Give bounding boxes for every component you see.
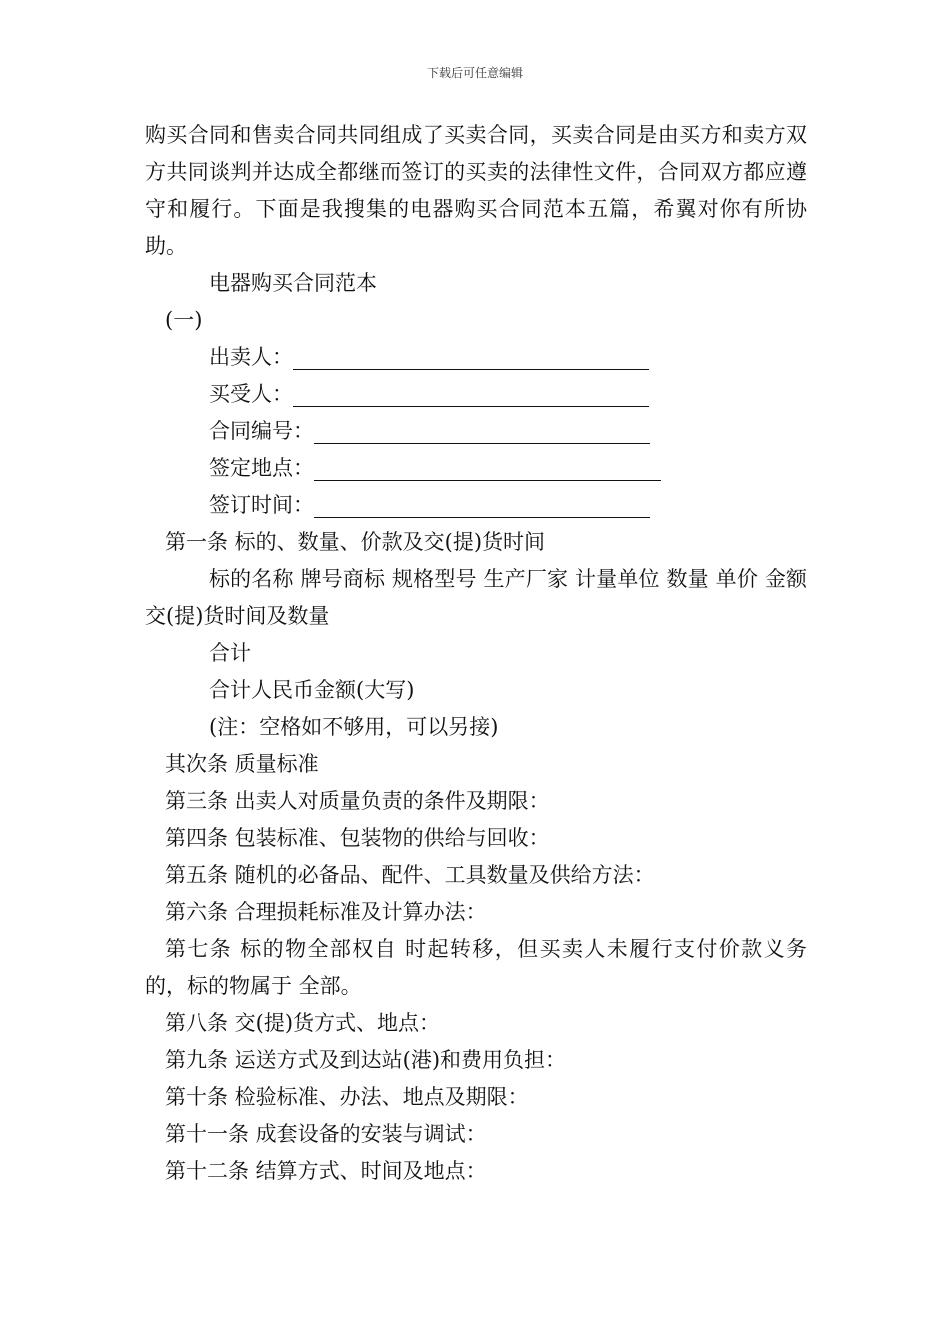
total-rmb-label: 合计人民币金额(大写) <box>209 678 415 702</box>
contract-title: 电器购买合同范本 <box>209 271 377 295</box>
article-6: 第六条 合理损耗标准及计算办法： <box>165 900 487 924</box>
field-buyer <box>145 376 807 413</box>
field-label: 买受人： <box>209 382 293 406</box>
article-2: 其次条 质量标准 <box>165 752 319 776</box>
article-9: 第九条 运送方式及到达站(港)和费用负担： <box>165 1048 567 1072</box>
article-3: 第三条 出卖人对质量负责的条件及期限： <box>165 789 550 813</box>
note-text: (注：空格如不够用，可以另接) <box>209 715 499 739</box>
blank-line <box>293 380 649 407</box>
article-8: 第八条 交(提)货方式、地点： <box>165 1011 441 1035</box>
total-label: 合计 <box>209 641 251 665</box>
blank-line <box>314 417 650 444</box>
article-5: 第五条 随机的必备品、配件、工具数量及供给方法： <box>165 863 655 887</box>
field-seller <box>145 339 807 376</box>
blank-line <box>314 491 650 518</box>
field-label: 合同编号： <box>209 419 314 443</box>
article-4: 第四条 包装标准、包装物的供给与回收： <box>165 826 550 850</box>
contract-fields <box>145 339 807 524</box>
field-label: 签订时间： <box>209 493 314 517</box>
field-sign-place <box>145 450 807 487</box>
page-header: 下载后可任意编辑 <box>426 66 523 80</box>
article-1: 第一条 标的、数量、价款及交(提)货时间 <box>165 530 546 554</box>
blank-line <box>314 454 661 481</box>
blank-line <box>293 343 649 370</box>
field-label: 出卖人： <box>209 345 293 369</box>
document-body <box>145 117 807 1190</box>
article-11: 第十一条 成套设备的安装与调试： <box>165 1122 487 1146</box>
intro-paragraph: 购买合同和售卖合同共同组成了买卖合同，买卖合同是由买方和卖方双方共同谈判并达成全都继而签订的买卖的法律性文件，合同双方都应遵守和履行。下面是我搜集的电器购买合同范本五篇，希翼对你有所协助。 <box>145 123 807 258</box>
table-header-text: 标的名称 牌号商标 规格型号 生产厂家 计量单位 数量 单价 金额 交(提)货时间及数量 <box>145 567 807 628</box>
field-contract-no <box>145 413 807 450</box>
article-12: 第十二条 结算方式、时间及地点： <box>165 1159 487 1183</box>
contract-number: (一) <box>165 308 203 332</box>
article-10: 第十条 检验标准、办法、地点及期限： <box>165 1085 529 1109</box>
field-label: 签定地点： <box>209 456 314 480</box>
field-sign-time <box>145 487 807 524</box>
article-7: 第七条 标的物全部权自 时起转移，但买卖人未履行支付价款义务的，标的物属于 全部。 <box>145 937 807 998</box>
